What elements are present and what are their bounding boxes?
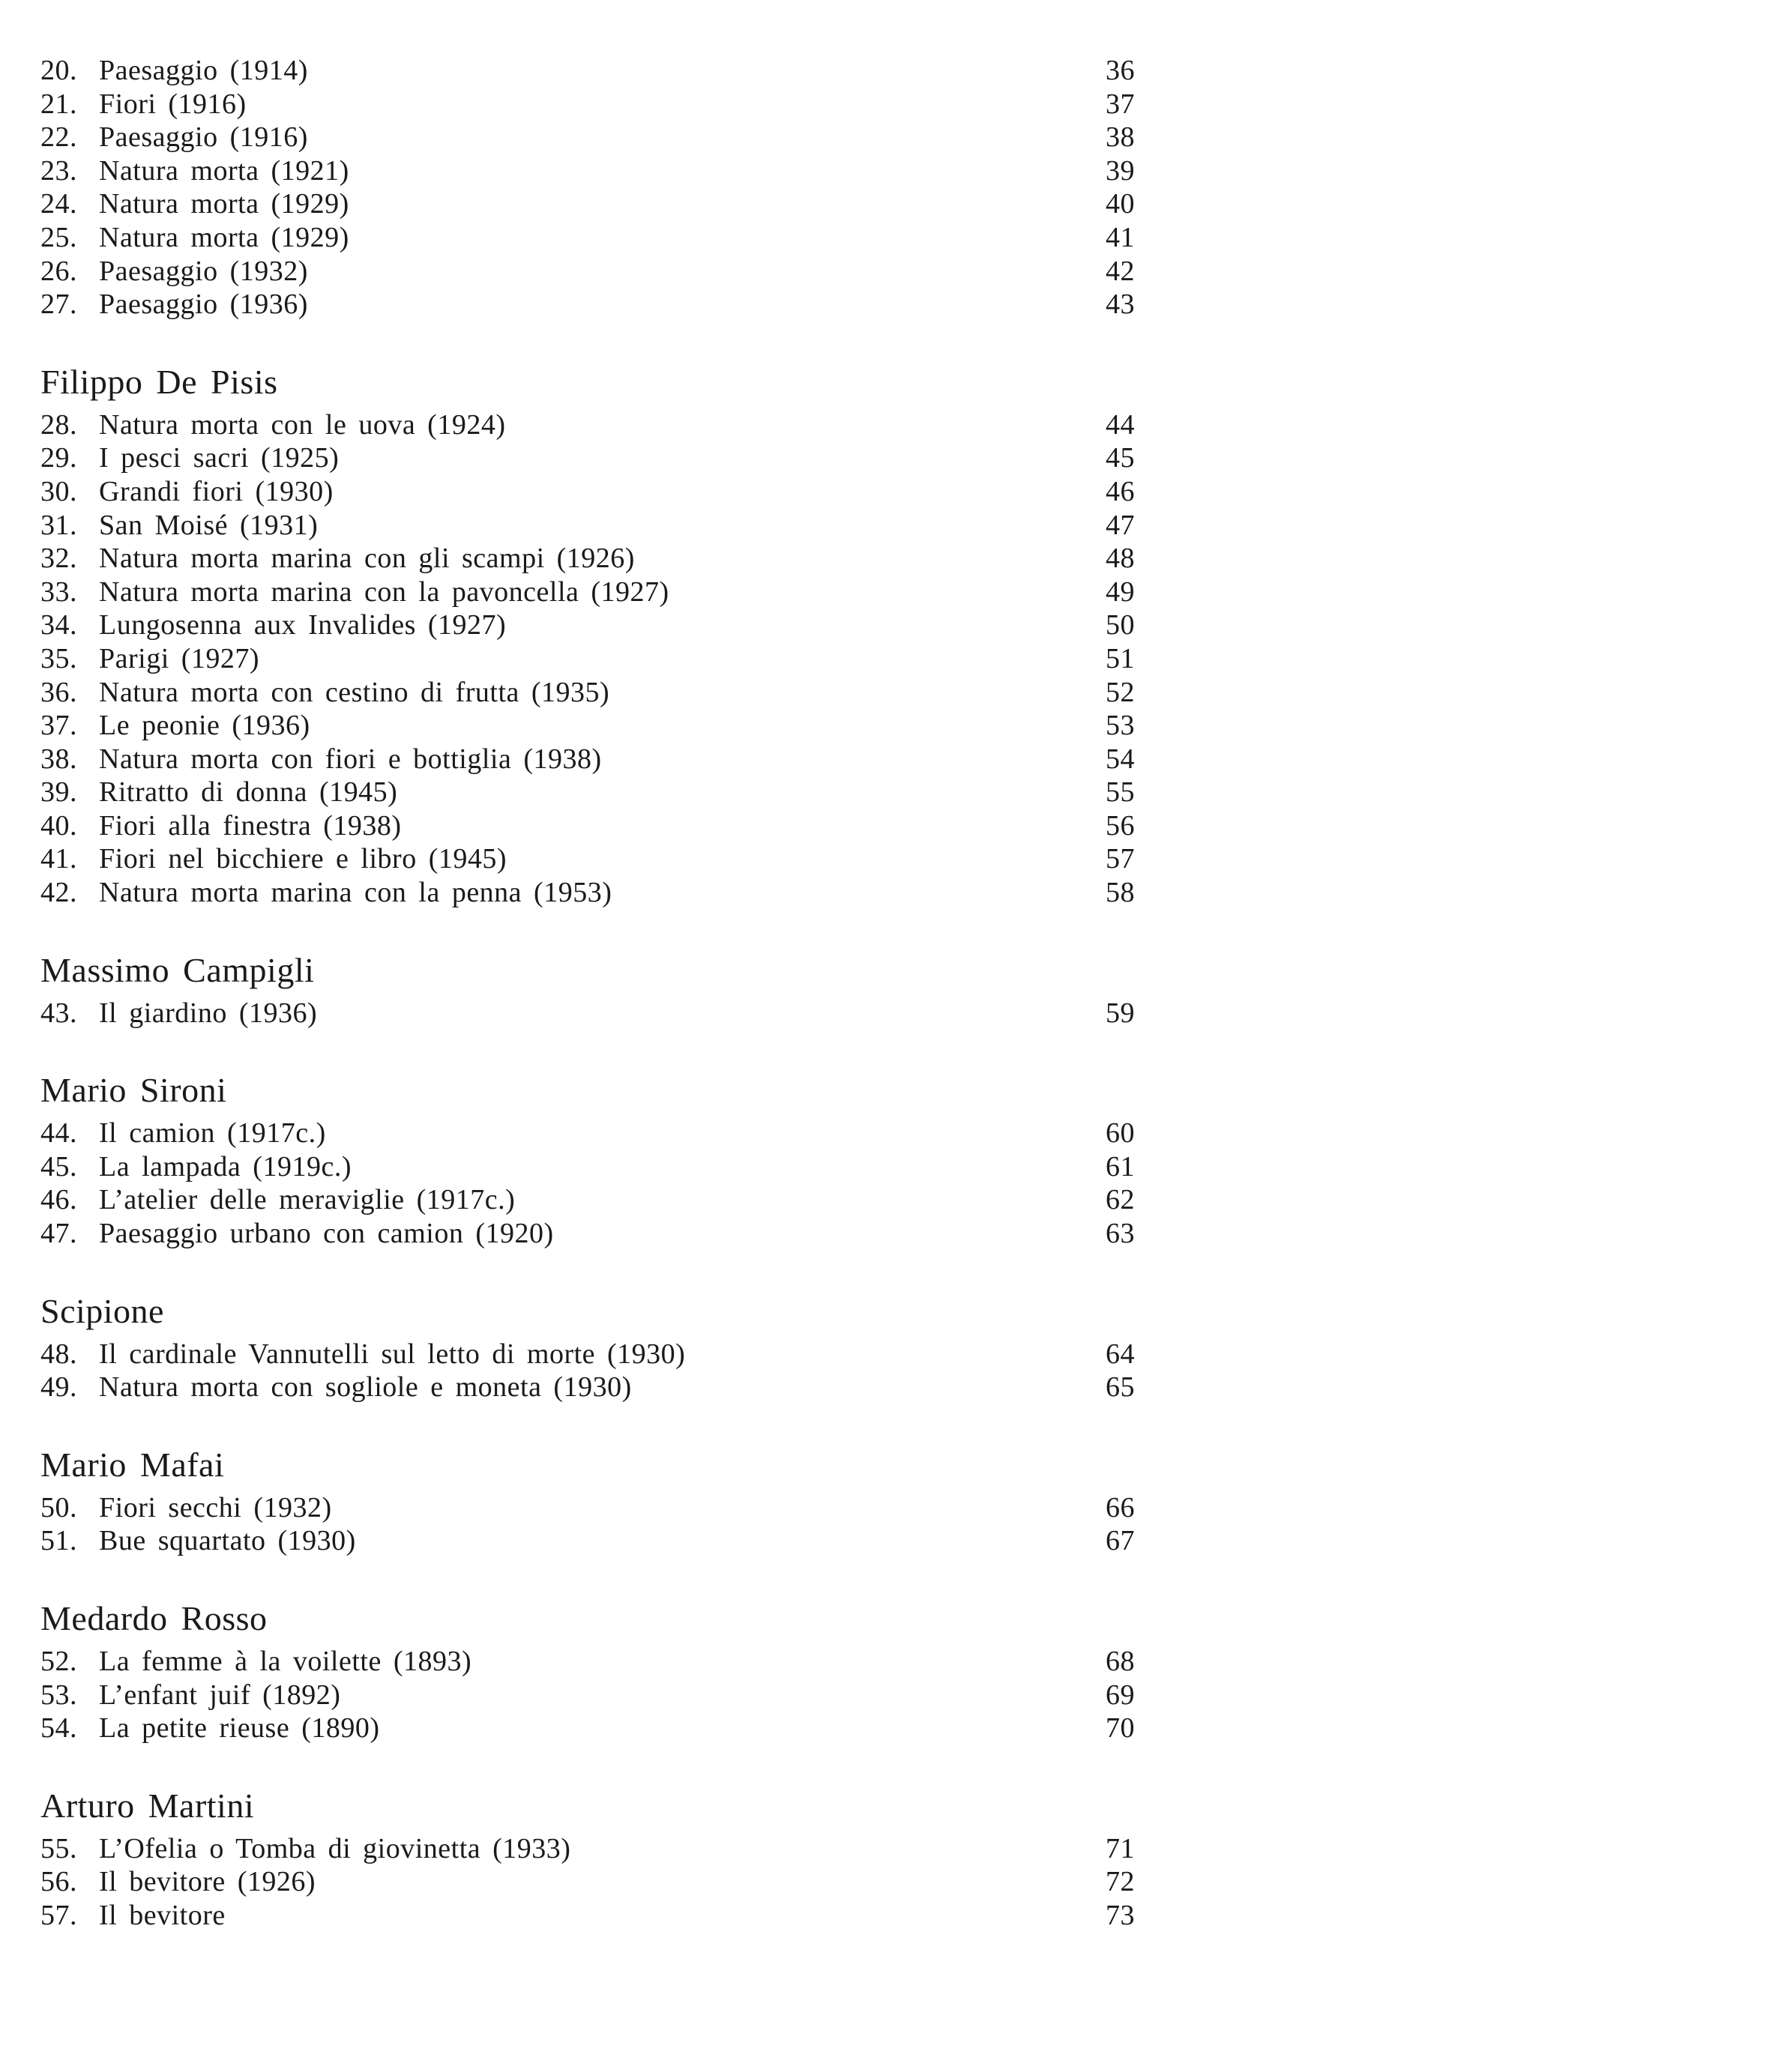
page-number: 49 xyxy=(1106,576,1135,608)
plate-entry xyxy=(40,54,1135,88)
page-number: 55 xyxy=(1106,776,1135,809)
plate-entry xyxy=(40,1117,1135,1150)
plate-entry xyxy=(40,542,1135,576)
plate-number: 50. xyxy=(40,1491,77,1523)
plate-number: 46. xyxy=(40,1184,77,1216)
artist-section xyxy=(40,910,1135,1030)
page-number: 69 xyxy=(1106,1679,1135,1711)
plate-entry xyxy=(40,709,1135,743)
section-spacer xyxy=(40,1745,1135,1783)
page-number: 44 xyxy=(1106,408,1135,441)
plate-entry xyxy=(40,187,1135,221)
artist-heading: Scipione xyxy=(40,1291,164,1330)
plate-entry xyxy=(40,221,1135,255)
plate-title: Natura morta con cestino di frutta (1935) xyxy=(99,676,610,708)
plate-entry xyxy=(40,1899,1135,1933)
artist-heading: Massimo Campigli xyxy=(40,950,315,989)
plate-title: Ritratto di donna (1945) xyxy=(99,776,398,809)
plate-title: La femme à la voilette (1893) xyxy=(99,1646,472,1677)
page-number: 59 xyxy=(1106,997,1135,1029)
artist-heading: Filippo De Pisis xyxy=(40,362,278,401)
plate-number: 45. xyxy=(40,1150,77,1183)
list-of-plates xyxy=(40,54,1135,1933)
page-number: 71 xyxy=(1106,1832,1135,1864)
plate-title: L’Ofelia o Tomba di giovinetta (1933) xyxy=(99,1832,571,1864)
plate-number: 51. xyxy=(40,1525,77,1557)
page-number: 65 xyxy=(1106,1371,1135,1404)
plate-number: 24. xyxy=(40,188,77,220)
page-number: 61 xyxy=(1106,1150,1135,1183)
plate-entry xyxy=(40,1524,1135,1558)
plate-number: 33. xyxy=(40,576,77,608)
page-number: 38 xyxy=(1106,121,1135,154)
artist-section xyxy=(40,1745,1135,1933)
plate-entry xyxy=(40,997,1135,1030)
page-number: 63 xyxy=(1106,1218,1135,1250)
plate-title: Il cardinale Vannutelli sul letto di morte (1930) xyxy=(99,1338,686,1370)
page-number: 62 xyxy=(1106,1184,1135,1216)
plate-title: Parigi (1927) xyxy=(99,642,260,674)
plate-number: 57. xyxy=(40,1899,77,1931)
plate-number: 38. xyxy=(40,743,77,775)
page-number: 43 xyxy=(1106,289,1135,321)
page-number: 52 xyxy=(1106,676,1135,708)
plate-entry xyxy=(40,154,1135,188)
section-spacer xyxy=(40,1030,1135,1067)
plate-number: 26. xyxy=(40,255,77,287)
plate-title: Natura morta con sogliole e moneta (1930) xyxy=(99,1371,632,1404)
plate-entry xyxy=(40,1645,1135,1679)
artist-heading: Mario Sironi xyxy=(40,1071,227,1110)
plate-entry xyxy=(40,576,1135,609)
plate-title: Natura morta (1929) xyxy=(99,221,349,253)
artist-heading: Arturo Martini xyxy=(40,1786,255,1825)
plate-number: 20. xyxy=(40,55,77,86)
plate-title: Paesaggio (1916) xyxy=(99,121,308,154)
plate-entry xyxy=(40,1183,1135,1217)
plate-number: 42. xyxy=(40,877,77,909)
section-spacer xyxy=(40,1251,1135,1288)
artist-heading: Medardo Rosso xyxy=(40,1599,268,1637)
page-number: 54 xyxy=(1106,743,1135,775)
plate-entry xyxy=(40,743,1135,776)
plate-number: 56. xyxy=(40,1866,77,1898)
page-number: 72 xyxy=(1106,1866,1135,1898)
plate-title: Il bevitore (1926) xyxy=(99,1866,316,1898)
plate-number: 52. xyxy=(40,1646,77,1677)
plate-number: 37. xyxy=(40,710,77,742)
page-number: 42 xyxy=(1106,255,1135,287)
page-number: 66 xyxy=(1106,1491,1135,1523)
page-number: 41 xyxy=(1106,221,1135,253)
plate-title: I pesci sacri (1925) xyxy=(99,442,340,474)
plate-entry xyxy=(40,1338,1135,1371)
plate-title: L’enfant juif (1892) xyxy=(99,1679,341,1711)
plate-entry xyxy=(40,408,1135,442)
artist-section xyxy=(40,54,1135,321)
artist-section xyxy=(40,321,1135,910)
plate-entry xyxy=(40,608,1135,642)
section-spacer xyxy=(40,910,1135,947)
page-number: 67 xyxy=(1106,1525,1135,1557)
plate-entry xyxy=(40,509,1135,543)
plate-number: 22. xyxy=(40,121,77,154)
plate-number: 47. xyxy=(40,1218,77,1250)
plate-number: 39. xyxy=(40,776,77,809)
plate-title: Natura morta marina con la pavoncella (1927) xyxy=(99,576,669,608)
artist-section xyxy=(40,1030,1135,1250)
section-spacer xyxy=(40,1404,1135,1442)
plate-title: Fiori (1916) xyxy=(99,88,247,120)
plate-title: Grandi fiori (1930) xyxy=(99,475,334,507)
page-number: 53 xyxy=(1106,710,1135,742)
page-number: 60 xyxy=(1106,1117,1135,1150)
plate-entry xyxy=(40,676,1135,710)
plate-title: San Moisé (1931) xyxy=(99,509,319,541)
plate-title: Fiori nel bicchiere e libro (1945) xyxy=(99,843,507,875)
plate-title: Lungosenna aux Invalides (1927) xyxy=(99,609,507,641)
plate-entry xyxy=(40,255,1135,289)
plate-entry xyxy=(40,1865,1135,1899)
page-number: 36 xyxy=(1106,55,1135,86)
page-number: 73 xyxy=(1106,1899,1135,1931)
page-number: 46 xyxy=(1106,475,1135,507)
plate-title: Il bevitore xyxy=(99,1899,226,1931)
plate-number: 48. xyxy=(40,1338,77,1370)
page-number: 50 xyxy=(1106,609,1135,641)
page-number: 57 xyxy=(1106,843,1135,875)
plate-title: Natura morta marina con gli scampi (1926) xyxy=(99,543,635,575)
page-number: 37 xyxy=(1106,88,1135,120)
plate-entry xyxy=(40,441,1135,475)
plate-title: Paesaggio (1932) xyxy=(99,255,308,287)
plate-number: 23. xyxy=(40,154,77,187)
plate-number: 43. xyxy=(40,997,77,1029)
section-spacer xyxy=(40,1558,1135,1595)
plate-title: L’atelier delle meraviglie (1917c.) xyxy=(99,1184,516,1216)
plate-number: 49. xyxy=(40,1371,77,1404)
plate-entry xyxy=(40,1491,1135,1525)
plate-entry xyxy=(40,288,1135,321)
plate-title: Le peonie (1936) xyxy=(99,710,310,742)
plate-number: 30. xyxy=(40,475,77,507)
artist-section xyxy=(40,1404,1135,1558)
plate-title: Il giardino (1936) xyxy=(99,997,318,1029)
page-number: 64 xyxy=(1106,1338,1135,1370)
plate-entry xyxy=(40,642,1135,676)
plate-title: Natura morta con le uova (1924) xyxy=(99,408,506,441)
plate-entry xyxy=(40,121,1135,154)
page-number: 39 xyxy=(1106,154,1135,187)
plate-title: Natura morta (1921) xyxy=(99,154,349,187)
page-number: 51 xyxy=(1106,642,1135,674)
page-number: 56 xyxy=(1106,809,1135,842)
page-number: 47 xyxy=(1106,509,1135,541)
plate-title: Fiori secchi (1932) xyxy=(99,1491,332,1523)
page-number: 40 xyxy=(1106,188,1135,220)
plate-number: 54. xyxy=(40,1712,77,1745)
artist-heading: Mario Mafai xyxy=(40,1445,225,1484)
plate-entry xyxy=(40,776,1135,809)
plate-number: 44. xyxy=(40,1117,77,1150)
plate-number: 35. xyxy=(40,642,77,674)
plate-number: 55. xyxy=(40,1832,77,1864)
plate-entry xyxy=(40,1679,1135,1712)
plate-number: 27. xyxy=(40,289,77,321)
plate-entry xyxy=(40,88,1135,121)
page-number: 45 xyxy=(1106,442,1135,474)
plate-entry xyxy=(40,475,1135,509)
plate-title: Natura morta con fiori e bottiglia (1938) xyxy=(99,743,602,775)
plate-entry xyxy=(40,842,1135,876)
plate-number: 32. xyxy=(40,543,77,575)
plate-number: 28. xyxy=(40,408,77,441)
plate-title: Paesaggio (1914) xyxy=(99,55,308,86)
plate-number: 40. xyxy=(40,809,77,842)
plate-title: Fiori alla finestra (1938) xyxy=(99,809,402,842)
page-number: 68 xyxy=(1106,1646,1135,1677)
plate-entry xyxy=(40,809,1135,843)
page-number: 48 xyxy=(1106,543,1135,575)
plate-title: Natura morta marina con la penna (1953) xyxy=(99,877,612,909)
plate-title: La lampada (1919c.) xyxy=(99,1150,352,1183)
plate-title: La petite rieuse (1890) xyxy=(99,1712,380,1745)
page-number: 70 xyxy=(1106,1712,1135,1745)
plate-entry xyxy=(40,1832,1135,1866)
plate-number: 25. xyxy=(40,221,77,253)
plate-number: 36. xyxy=(40,676,77,708)
plate-entry xyxy=(40,1371,1135,1404)
plate-number: 41. xyxy=(40,843,77,875)
plate-number: 29. xyxy=(40,442,77,474)
plate-entry xyxy=(40,1712,1135,1745)
plate-entry xyxy=(40,1150,1135,1184)
page-number: 58 xyxy=(1106,877,1135,909)
plate-title: Il camion (1917c.) xyxy=(99,1117,326,1150)
plate-title: Paesaggio (1936) xyxy=(99,289,308,321)
section-spacer xyxy=(40,321,1135,359)
plate-title: Natura morta (1929) xyxy=(99,188,349,220)
artist-section xyxy=(40,1251,1135,1404)
plate-number: 21. xyxy=(40,88,77,120)
plate-entry xyxy=(40,1217,1135,1251)
plate-entry xyxy=(40,876,1135,910)
plate-title: Bue squartato (1930) xyxy=(99,1525,356,1557)
plate-title: Paesaggio urbano con camion (1920) xyxy=(99,1218,554,1250)
plate-number: 53. xyxy=(40,1679,77,1711)
plate-number: 34. xyxy=(40,609,77,641)
plate-number: 31. xyxy=(40,509,77,541)
artist-section xyxy=(40,1558,1135,1745)
